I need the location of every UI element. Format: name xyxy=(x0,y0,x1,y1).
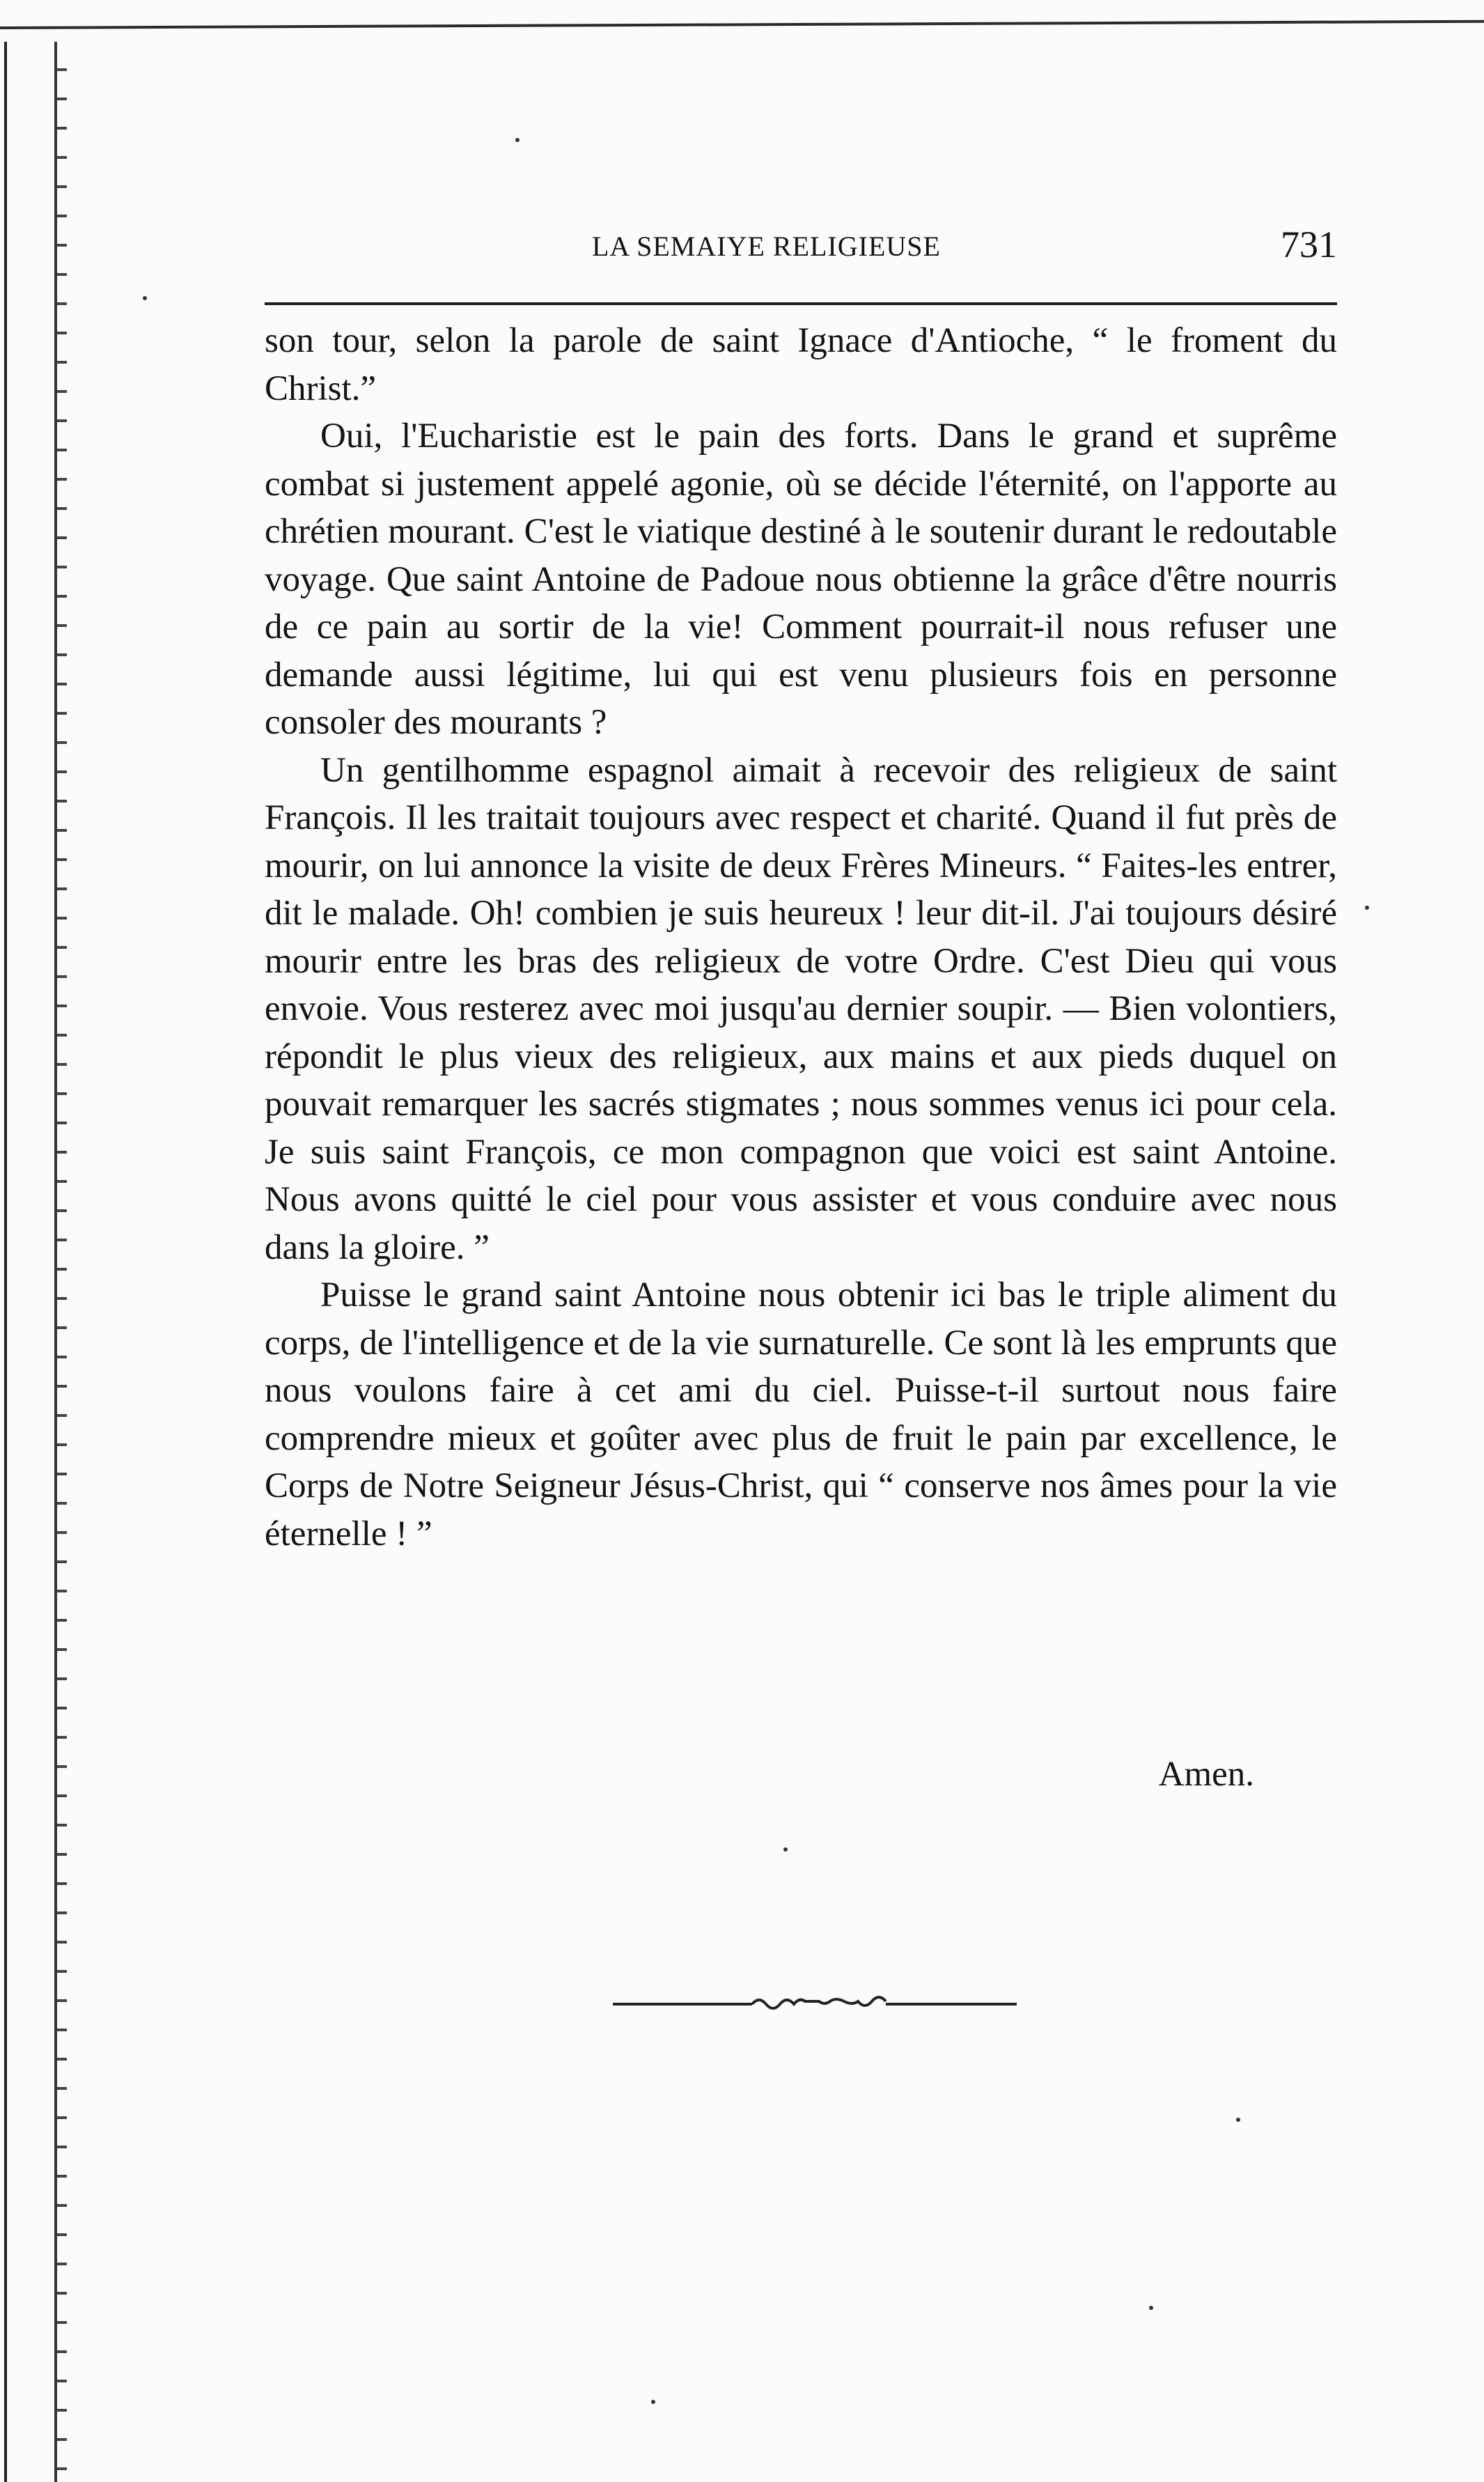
paragraph: Oui, l'Eucharistie est le pain des forts. Dans le grand et suprême combat si justement appelé agonie, où se décide l'éternité, on l'apporte au chrétien mourant. C'est le viatique destiné à le soutenir durant le redoutable voyage. Que saint Antoine de Padoue nous obtienne la grâce d'être nourris de ce pain au sortir de la vie! Comment pourrait-il nous refuser une demande aussi légitime, lui qui est venu plusieurs fois en personne consoler des mourants ? xyxy=(265,417,1337,742)
top-edge-rule xyxy=(0,20,1484,29)
paragraph: Un gentilhomme espagnol aimait à recevoir des religieux de saint François. Il les traitait toujours avec respect et charité. Quand il fut près de mourir, on lui annonce la visite de deux Frères Mineurs. “ Faites-les entrer, dit le malade. Oh! combien je suis heureux ! leur dit-il. J'ai toujours désiré mourir entre les bras des religieux de votre Ordre. C'est Dieu qui vous envoie. Vous resterez avec moi jusqu'au dernier soupir. — Bien volontiers, répondit le plus vieux des religieux, aux mains et aux pieds duquel on pouvait remarquer les sacrés stigmates ; nous sommes venus ici pour cela. Je suis saint François, ce mon compagnon que voici est saint Antoine. Nous avons quitté le ciel pour vous assister et vous conduire avec nous dans la gloire. ” xyxy=(265,750,1337,1267)
binding-edge xyxy=(0,42,70,2482)
header-rule xyxy=(265,302,1337,305)
running-title: LA SEMAIYE RELIGIEUSE xyxy=(592,231,941,262)
page-header xyxy=(265,224,1337,279)
signoff: Amen. xyxy=(1158,1755,1254,1794)
binding-stitching xyxy=(57,42,67,2482)
paragraph: son tour, selon la parole de saint Ignace d'Antioche, “ le froment du Christ.” xyxy=(265,321,1337,408)
tailpiece-ornament xyxy=(613,1989,1017,2017)
page-number: 731 xyxy=(1281,224,1337,265)
body-text xyxy=(265,317,1337,1558)
paragraph: Puisse le grand saint Antoine nous obtenir ici bas le triple aliment du corps, de l'intelligence et de la vie surnaturelle. Ce sont là les emprunts que nous voulons faire à cet ami du ciel. Puisse-t-il surtout nous faire comprendre mieux et goûter avec plus de fruit le pain par excellence, le Corps de Notre Seigneur Jésus-Christ, qui “ conserve nos âmes pour la vie éternelle ! ” xyxy=(265,1275,1337,1553)
binding-line-outer xyxy=(4,42,7,2482)
